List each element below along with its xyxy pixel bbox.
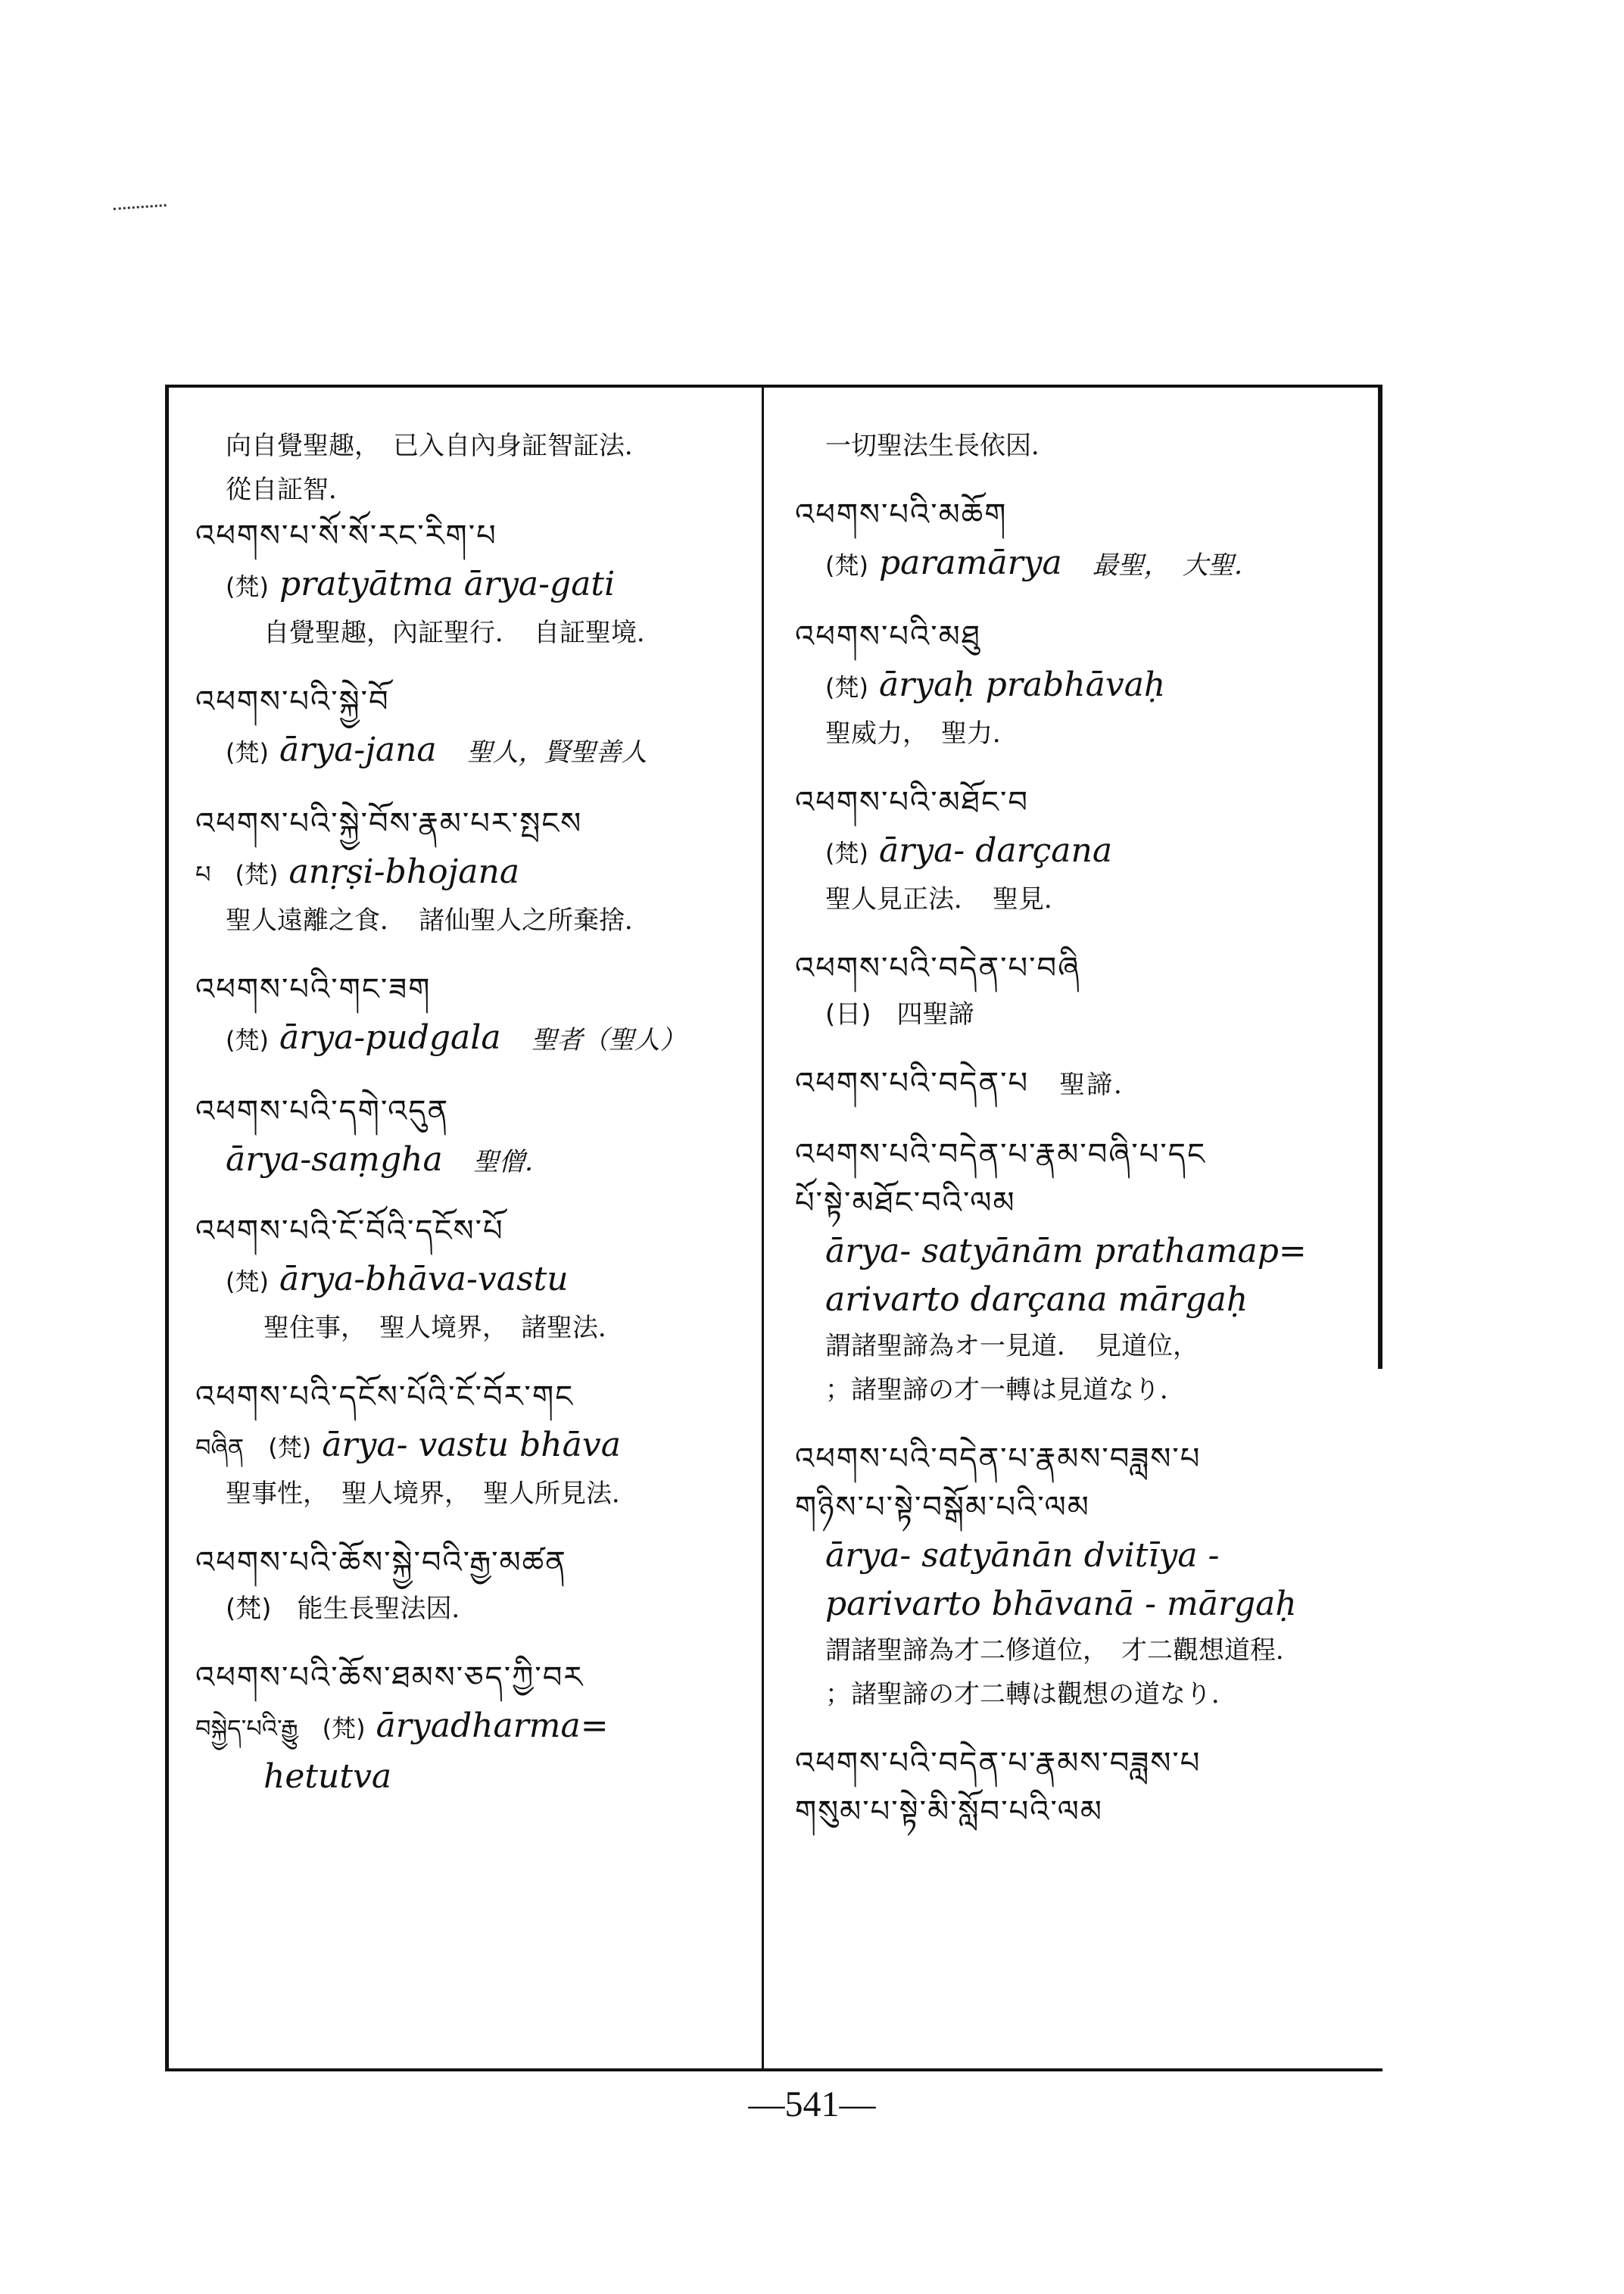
dictionary-entry	[195, 965, 756, 1064]
line-text: (梵) 能生長聖法因．	[226, 1594, 478, 1624]
line-text: (日) 四聖諦	[825, 999, 974, 1030]
line-text: ārya- vastu bhāva	[322, 1426, 621, 1464]
cjk-gloss	[795, 1672, 1378, 1716]
line-text: འཕགས་པའི་སྐྱེ་བོས་རྣམ་པར་སྤངས	[195, 806, 583, 841]
tibetan-headword	[195, 678, 756, 726]
dictionary-entry	[795, 1435, 1378, 1716]
line-text: འཕགས་པའི་མཐོང་བ	[795, 785, 1029, 820]
sanskrit-equivalent	[195, 560, 756, 611]
tibetan-headword	[195, 1087, 756, 1136]
dictionary-entry	[195, 1207, 756, 1350]
gloss-text: 聖諦．	[1059, 1070, 1142, 1100]
line-text: āryaḥ prabhāvaḥ	[878, 665, 1166, 704]
tibetan-headword	[795, 778, 1378, 827]
sanskrit-equivalent	[795, 661, 1378, 712]
sanskrit-equivalent	[195, 1014, 756, 1064]
tibetan-headword	[795, 1059, 1378, 1108]
cjk-gloss	[195, 1472, 756, 1516]
cjk-gloss	[195, 424, 756, 468]
cjk-gloss	[195, 899, 756, 943]
tibetan-headword	[195, 965, 756, 1014]
sanskrit-equivalent	[195, 1753, 756, 1801]
gloss-text: 聖僧．	[472, 1147, 550, 1177]
line-text: 自覺聖趣，內証聖行． 自証聖境．	[263, 618, 662, 648]
dictionary-entry	[195, 678, 756, 777]
line-text: འཕགས་པའི་གང་ཟག	[195, 972, 432, 1007]
cjk-gloss	[795, 1629, 1378, 1672]
line-text: འཕགས་པའི་དགེ་འདུན	[195, 1094, 450, 1129]
source-tag: བཞིན (梵)	[195, 1433, 312, 1462]
line-text: pratyātma ārya-gati	[279, 565, 616, 603]
dictionary-entry	[195, 1538, 756, 1631]
cjk-gloss	[795, 424, 1378, 468]
scan-smudge	[114, 204, 167, 217]
line-text: parivarto bhāvanā - mārgaḥ	[825, 1585, 1297, 1623]
dictionary-entry	[795, 1739, 1378, 1836]
column-divider	[762, 385, 764, 2071]
line-text: འཕགས་པ་སོ་སོ་རང་རིག་པ	[195, 519, 497, 553]
page-number: —541—	[748, 2084, 876, 2124]
line-text: འཕགས་པའི་ཆོས་ཐམས་ཅད་ཀྱི་བར	[195, 1660, 584, 1695]
cjk-gloss	[195, 468, 756, 512]
gloss-text: 聖人，賢聖善人	[466, 737, 647, 768]
tibetan-headword	[795, 1788, 1378, 1836]
line-text: 聖人見正法． 聖見．	[825, 884, 1070, 915]
source-tag: (梵)	[226, 572, 269, 601]
line-text: འཕགས་པའི་བདེན་པ་རྣམས་བཟླས་པ	[795, 1746, 1202, 1781]
sanskrit-equivalent	[195, 1702, 756, 1753]
sanskrit-equivalent	[795, 1276, 1378, 1324]
line-text: འཕགས་པའི་ངོ་བོའི་དངོས་པོ	[195, 1214, 504, 1248]
tibetan-headword	[795, 612, 1378, 661]
line-text: འཕགས་པའི་བདེན་པ་རྣམ་བཞི་པ་དང	[795, 1137, 1207, 1172]
tibetan-headword	[195, 799, 756, 848]
line-text: འཕགས་པའི་བདེན་པ	[795, 1066, 1030, 1101]
line-text: 謂諸聖諦為オ一見道． 見道位，	[825, 1331, 1199, 1361]
line-text: 謂諸聖諦為才二修道位， 才二觀想道程．	[825, 1635, 1301, 1666]
dictionary-entry	[195, 1087, 756, 1184]
tibetan-headword	[195, 512, 756, 560]
dictionary-entry	[795, 778, 1378, 921]
tibetan-headword	[795, 1435, 1378, 1483]
line-text: 從自証智．	[226, 475, 354, 505]
line-text: ārya-jana	[279, 731, 437, 769]
line-text: 聖事性， 聖人境界， 聖人所見法．	[226, 1479, 637, 1509]
line-text: ；諸聖諦の才一轉は見道なり．	[825, 1375, 1186, 1405]
source-tag: (梵)	[226, 1026, 269, 1055]
sanskrit-equivalent	[195, 1136, 756, 1184]
frame-right-edge	[1378, 385, 1382, 1369]
line-text: འཕགས་པའི་མཆོག	[795, 497, 1008, 532]
cjk-gloss	[795, 877, 1378, 921]
source-tag: (梵)	[825, 551, 868, 580]
sanskrit-equivalent	[795, 1532, 1378, 1580]
sanskrit-equivalent	[195, 726, 756, 777]
dictionary-entry	[795, 1059, 1378, 1108]
cjk-gloss	[195, 1306, 756, 1350]
cjk-gloss	[195, 611, 756, 655]
line-text: anṛṣi-bhojana	[288, 852, 520, 891]
tibetan-headword	[195, 1538, 756, 1587]
tibetan-headword	[195, 1373, 756, 1421]
sanskrit-equivalent	[195, 848, 756, 899]
dictionary-entry	[195, 1653, 756, 1801]
sanskrit-equivalent	[195, 1421, 756, 1472]
line-text: paramārya	[878, 544, 1062, 582]
line-text: arivarto darçana mārgaḥ	[825, 1280, 1248, 1319]
line-text: ārya-pudgala	[279, 1018, 501, 1057]
sanskrit-equivalent	[795, 827, 1378, 877]
source-tag: བསྐྱེད་པའི་རྒྱུ (梵)	[195, 1714, 366, 1743]
tibetan-headword	[195, 1207, 756, 1255]
line-text: 聖威力， 聖力．	[825, 718, 1018, 749]
line-text: hetutva	[263, 1757, 392, 1796]
cjk-gloss	[795, 1368, 1378, 1412]
line-text: འཕགས་པའི་བདེན་པ་བཞི	[795, 951, 1081, 986]
dictionary-entry	[195, 1373, 756, 1516]
dictionary-entry	[195, 799, 756, 943]
tibetan-headword	[795, 944, 1378, 993]
dictionary-entry	[795, 612, 1378, 756]
line-text: འཕགས་པའི་བདེན་པ་རྣམས་བཟླས་པ	[795, 1442, 1202, 1476]
gloss-text: 最聖， 大聖．	[1092, 550, 1260, 581]
tibetan-headword	[195, 1653, 756, 1702]
sanskrit-equivalent	[795, 1580, 1378, 1629]
line-text: པོ་སྟེ་མཐོང་བའི་ལམ	[795, 1186, 1016, 1220]
tibetan-headword	[795, 491, 1378, 539]
line-text: ārya-saṃgha	[226, 1140, 443, 1179]
sanskrit-equivalent	[795, 539, 1378, 590]
tibetan-headword	[795, 1483, 1378, 1532]
line-text: ；諸聖諦の才二轉は觀想の道なり．	[825, 1679, 1237, 1710]
line-text: ārya- satyānām prathamap=	[825, 1232, 1307, 1270]
line-text: 聖住事， 聖人境界， 諸聖法．	[263, 1313, 624, 1343]
dictionary-entry	[195, 424, 756, 655]
cjk-gloss	[795, 712, 1378, 756]
gloss-text: 聖者（聖人）	[531, 1025, 686, 1055]
line-text: ārya-bhāva-vastu	[279, 1260, 569, 1298]
source-tag: པ (梵)	[195, 860, 279, 889]
line-text: འཕགས་པའི་མཐུ	[795, 619, 981, 654]
line-text: ārya- darçana	[878, 831, 1113, 870]
cjk-gloss	[795, 993, 1378, 1036]
tibetan-headword	[795, 1130, 1378, 1179]
source-tag: (梵)	[825, 839, 868, 868]
source-tag: (梵)	[825, 673, 868, 702]
left-column	[195, 424, 756, 1824]
dictionary-entry	[795, 1130, 1378, 1412]
cjk-gloss	[795, 1324, 1378, 1368]
line-text: 向自覺聖趣， 已入自內身証智証法．	[226, 431, 650, 461]
source-tag: (梵)	[226, 1267, 269, 1296]
line-text: āryadharma=	[376, 1706, 609, 1745]
right-column	[795, 424, 1378, 1859]
line-text: འཕགས་པའི་དངོས་པོའི་ངོ་བོར་གང	[195, 1379, 575, 1414]
line-text: 聖人遠離之食． 諸仙聖人之所棄捨．	[226, 905, 650, 936]
dictionary-entry	[795, 944, 1378, 1036]
line-text: གསུམ་པ་སྟེ་མི་སློབ་པའི་ལམ	[795, 1794, 1103, 1829]
line-text: འཕགས་པའི་སྐྱེ་བོ	[195, 684, 390, 719]
line-text: གཉིས་པ་སྟེ་བསྒོམ་པའི་ལམ	[795, 1490, 1090, 1525]
tibetan-headword	[795, 1179, 1378, 1227]
cjk-gloss	[195, 1587, 756, 1631]
line-text: ārya- satyānān dvitīya -	[825, 1536, 1220, 1575]
line-text: འཕགས་པའི་ཆོས་སྐྱེ་བའི་རྒྱ་མཚན	[195, 1545, 567, 1580]
sanskrit-equivalent	[195, 1255, 756, 1306]
sanskrit-equivalent	[795, 1227, 1378, 1276]
source-tag: (梵)	[226, 738, 269, 767]
line-text: 一切聖法生長依因．	[825, 431, 1057, 461]
dictionary-entry	[795, 491, 1378, 590]
dictionary-entry	[795, 424, 1378, 468]
tibetan-headword	[795, 1739, 1378, 1788]
